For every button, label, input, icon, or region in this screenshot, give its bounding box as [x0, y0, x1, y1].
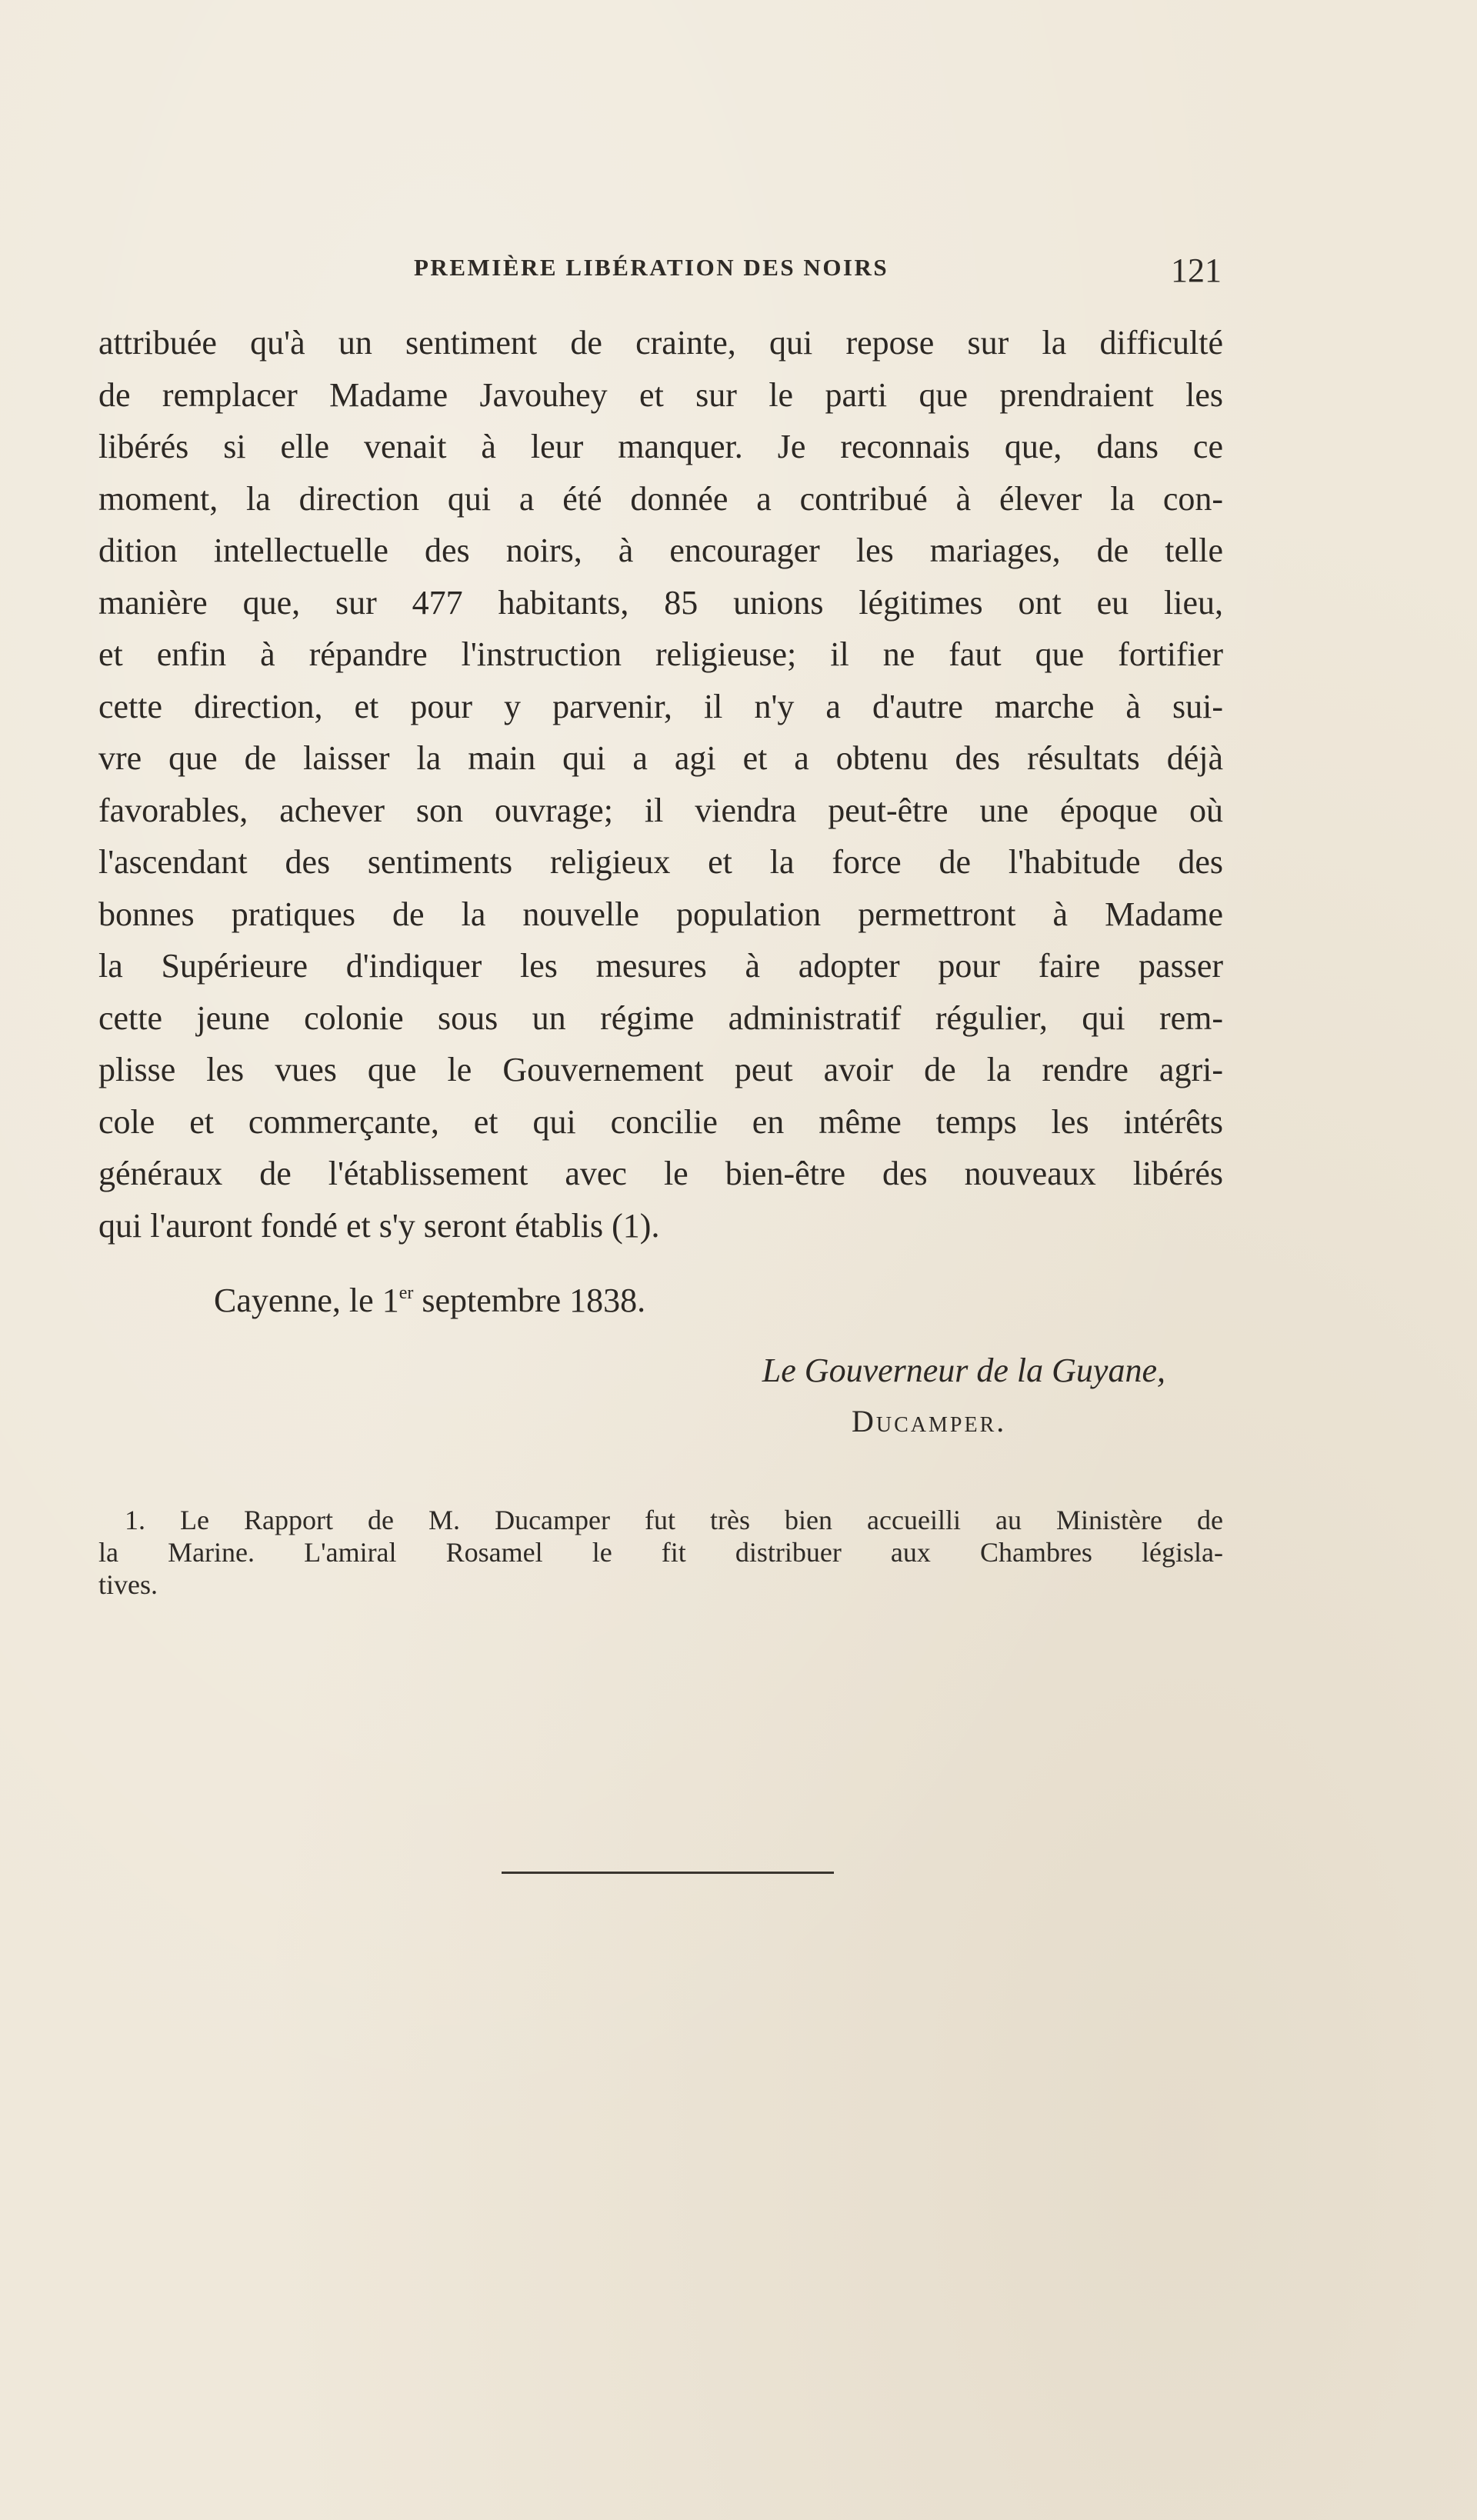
body-line: cole et commerçante, et qui concilie en même temps les intérêts	[98, 1102, 1223, 1141]
body-line: attribuée qu'à un sentiment de crainte, qui repose sur la difficulté	[98, 324, 1223, 362]
dateline-text-end: septembre 1838.	[413, 1282, 646, 1319]
running-title: PREMIÈRE LIBÉRATION DES NOIRS	[414, 254, 889, 281]
body-line: favorables, achever son ouvrage; il viendra peut-être une époque où	[98, 791, 1223, 829]
body-line: dition intellectuelle des noirs, à encourager les mariages, de telle	[98, 532, 1223, 569]
body-line: et enfin à répandre l'instruction religieuse; il ne faut que fortifier	[98, 635, 1223, 673]
body-line: cette jeune colonie sous un régime administratif régulier, qui rem-	[98, 998, 1223, 1037]
body-line: bonnes pratiques de la nouvelle population permettront à Madame	[98, 895, 1223, 933]
body-line: généraux de l'établissement avec le bien-être des nouveaux libérés	[98, 1155, 1223, 1192]
body-paragraph	[98, 317, 1223, 1252]
page-header	[98, 251, 1222, 297]
body-line: de remplacer Madame Javouhey et sur le parti que prendraient les	[98, 375, 1223, 414]
dateline	[214, 1281, 645, 1320]
end-rule	[502, 1872, 834, 1874]
page-number: 121	[1171, 252, 1222, 289]
footnote-line: la Marine. L'amiral Rosamel le fit distribuer aux Chambres législa-	[98, 1537, 1223, 1568]
dateline-text: Cayenne, le 1	[214, 1282, 399, 1319]
body-line: moment, la direction qui a été donnée a contribué à élever la con-	[98, 479, 1223, 518]
body-line: plisse les vues que le Gouvernement peut avoir de la rendre agri-	[98, 1051, 1223, 1088]
dateline-superscript: er	[398, 1283, 414, 1303]
body-line: libérés si elle venait à leur manquer. Je reconnais que, dans ce	[98, 428, 1223, 465]
body-line: la Supérieure d'indiquer les mesures à adopter pour faire passer	[98, 947, 1223, 985]
footnote	[98, 1504, 1223, 1601]
footnote-line: 1. Le Rapport de M. Ducamper fut très bien accueilli au Ministère de	[125, 1505, 1223, 1535]
footnote-line: tives.	[98, 1569, 158, 1600]
body-line: cette direction, et pour y parvenir, il n'y a d'autre marche à sui-	[98, 687, 1223, 725]
body-line: vre que de laisser la main qui a agi et a obtenu des résultats déjà	[98, 739, 1223, 777]
body-line: qui l'auront fondé et s'y seront établis (1).	[98, 1206, 660, 1245]
signature-role: Le Gouverneur de la Guyane,	[762, 1352, 1165, 1389]
body-line: manière que, sur 477 habitants, 85 unions légitimes ont eu lieu,	[98, 583, 1223, 622]
body-line: l'ascendant des sentiments religieux et la force de l'habitude des	[98, 843, 1223, 881]
signature-name: Ducamper.	[852, 1404, 1007, 1438]
